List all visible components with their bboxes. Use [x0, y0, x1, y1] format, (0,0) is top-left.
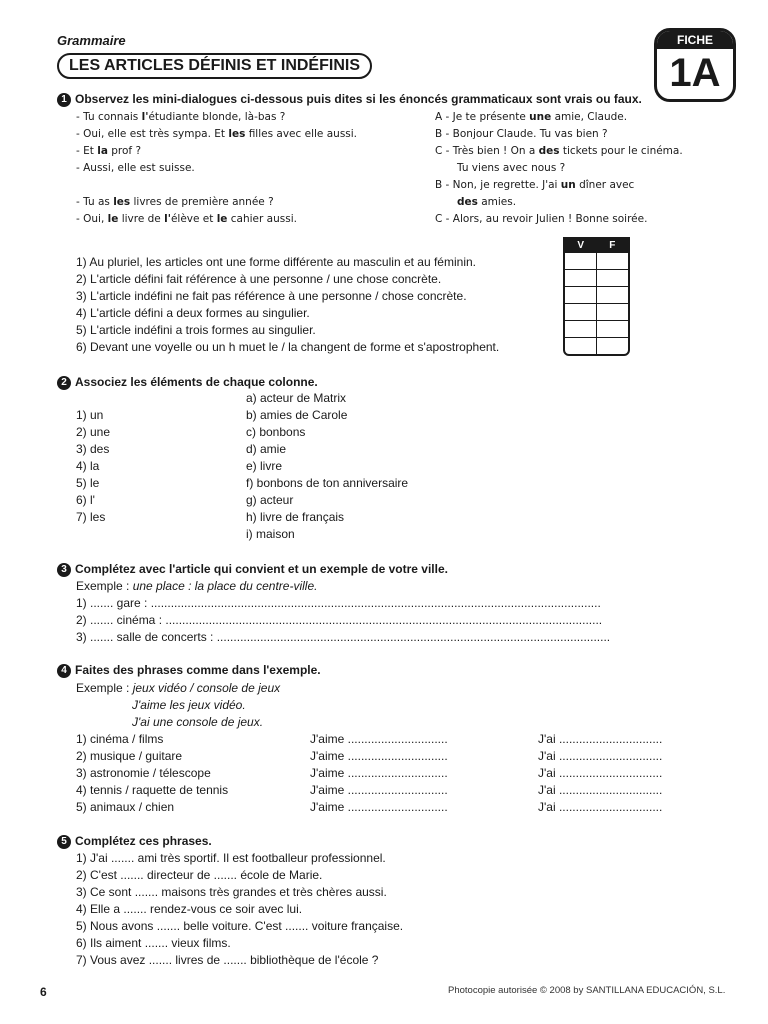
dialogue-spacer	[76, 177, 357, 194]
jai-blank[interactable]: J'ai ...............................	[538, 732, 663, 746]
example-line: J'aime les jeux vidéo.	[132, 698, 246, 712]
exercise-1-heading	[57, 92, 642, 107]
topic-item: 3) astronomie / télescope	[76, 766, 211, 780]
fill-in-item[interactable]: 7) Vous avez ....... livres de ....... bibliothèque de l'école ?	[76, 953, 379, 967]
match-right-item: c) bonbons	[246, 425, 306, 439]
match-right-item: i) maison	[246, 527, 295, 541]
match-right-item: d) amie	[246, 442, 287, 456]
dialogue-line: B - Bonjour Claude. Tu vas bien ?	[435, 128, 608, 140]
true-checkbox[interactable]	[565, 253, 597, 269]
fill-in-item[interactable]: 3) Ce sont ....... maisons très grandes et très chères aussi.	[76, 885, 387, 899]
true-false-row	[565, 252, 628, 269]
exercise-4-col-topic	[76, 731, 228, 816]
exercise-4-col-jaime	[310, 731, 448, 816]
true-false-row	[565, 320, 628, 337]
true-checkbox[interactable]	[565, 287, 597, 303]
jai-blank[interactable]: J'ai ...............................	[538, 783, 663, 797]
dialogue-line: - Aussi, elle est suisse.	[76, 162, 195, 174]
example-line: Exemple : jeux vidéo / console de jeux	[76, 681, 281, 695]
fill-in-item[interactable]: 1) ....... gare : .......................................................................................................................................	[76, 596, 601, 610]
true-false-grid	[563, 237, 630, 356]
match-right-column	[246, 390, 408, 543]
match-left-item: 5) le	[76, 476, 100, 490]
true-false-header	[565, 239, 628, 252]
match-left-item: 7) les	[76, 510, 106, 524]
page-title: LES ARTICLES DÉFINIS ET INDÉFINIS	[57, 53, 372, 79]
jaime-blank[interactable]: J'aime ..............................	[310, 783, 448, 797]
true-false-row	[565, 303, 628, 320]
fill-in-item[interactable]: 6) Ils aiment ....... vieux films.	[76, 936, 231, 950]
dialogue-right	[435, 109, 683, 228]
exercise-number-badge: 5	[57, 835, 71, 849]
true-column-label: V	[577, 240, 585, 251]
match-left-item: 6) l'	[76, 493, 95, 507]
example-line: J'ai une console de jeux.	[132, 715, 264, 729]
dialogue-line: A - Je te présente une amie, Claude.	[435, 111, 628, 123]
jai-blank[interactable]: J'ai ...............................	[538, 800, 663, 814]
match-left-item: 1) un	[76, 408, 104, 422]
exercise-number-badge: 4	[57, 664, 71, 678]
false-checkbox[interactable]	[597, 253, 628, 269]
true-false-row	[565, 269, 628, 286]
exercise-instruction: Complétez ces phrases.	[75, 834, 212, 848]
true-checkbox[interactable]	[565, 304, 597, 320]
jai-blank[interactable]: J'ai ...............................	[538, 749, 663, 763]
exercise-2-heading	[57, 375, 318, 390]
true-false-row	[565, 286, 628, 303]
dialogue-line: - Oui, elle est très sympa. Et les filles avec elle aussi.	[76, 128, 358, 140]
jaime-blank[interactable]: J'aime ..............................	[310, 766, 448, 780]
jai-blank[interactable]: J'ai ...............................	[538, 766, 663, 780]
match-left-item: 4) la	[76, 459, 100, 473]
topic-item: 5) animaux / chien	[76, 800, 175, 814]
copyright-notice: Photocopie autorisée © 2008 by SANTILLANA EDUCACIÓN, S.L.	[448, 985, 726, 996]
match-left-column	[76, 407, 110, 526]
exercise-3-heading	[57, 562, 448, 577]
jaime-blank[interactable]: J'aime ..............................	[310, 732, 448, 746]
statements-list	[76, 254, 499, 356]
fill-in-item[interactable]: 4) Elle a ....... rendez-vous ce soir avec lui.	[76, 902, 303, 916]
dialogue-line: - Et la prof ?	[76, 145, 142, 157]
false-checkbox[interactable]	[597, 321, 628, 337]
fill-in-item[interactable]: 3) ....... salle de concerts : ......................................................................................................................	[76, 630, 611, 644]
dialogue-left	[76, 109, 357, 228]
match-right-item: b) amies de Carole	[246, 408, 348, 422]
exercise-5-heading	[57, 834, 212, 849]
fiche-badge	[654, 28, 736, 102]
true-checkbox[interactable]	[565, 338, 597, 354]
match-right-item: e) livre	[246, 459, 283, 473]
false-checkbox[interactable]	[597, 338, 628, 354]
fiche-label: FICHE	[657, 31, 733, 49]
topic-item: 1) cinéma / films	[76, 732, 164, 746]
dialogue-line: - Oui, le livre de l'élève et le cahier aussi.	[76, 213, 297, 225]
true-checkbox[interactable]	[565, 270, 597, 286]
false-checkbox[interactable]	[597, 287, 628, 303]
fill-in-item[interactable]: 2) C'est ....... directeur de ....... école de Marie.	[76, 868, 323, 882]
exercise-instruction: Complétez avec l'article qui convient et un exemple de votre ville.	[75, 562, 448, 576]
fill-in-item[interactable]: 1) J'ai ....... ami très sportif. Il est footballeur professionnel.	[76, 851, 386, 865]
true-false-row	[565, 337, 628, 354]
statement-item: 6) Devant une voyelle ou un h muet le / la changent de forme et s'apostrophent.	[76, 340, 500, 354]
false-column-label: F	[609, 240, 616, 251]
topic-item: 2) musique / guitare	[76, 749, 183, 763]
exercise-instruction: Faites des phrases comme dans l'exemple.	[75, 663, 321, 677]
exercise-instruction: Associez les éléments de chaque colonne.	[75, 375, 318, 389]
dialogue-line: C - Très bien ! On a des tickets pour le cinéma.	[435, 145, 683, 157]
statement-item: 4) L'article défini a deux formes au singulier.	[76, 306, 310, 320]
statement-item: 2) L'article défini fait référence à une personne / une chose concrète.	[76, 272, 442, 286]
jaime-blank[interactable]: J'aime ..............................	[310, 800, 448, 814]
match-left-item: 3) des	[76, 442, 110, 456]
match-right-item: f) bonbons de ton anniversaire	[246, 476, 409, 490]
section-kicker: Grammaire	[57, 33, 126, 48]
match-left-item: 2) une	[76, 425, 111, 439]
match-right-item: h) livre de français	[246, 510, 345, 524]
statement-item: 1) Au pluriel, les articles ont une forme différente au masculin et au féminin.	[76, 255, 476, 269]
statement-item: 3) L'article indéfini ne fait pas référence à une personne / chose concrète.	[76, 289, 467, 303]
match-right-item: g) acteur	[246, 493, 294, 507]
exercise-instruction: Observez les mini-dialogues ci-dessous puis dites si les énoncés grammaticaux sont vrais ou faux.	[75, 92, 642, 106]
exercise-3-body	[76, 578, 610, 646]
exercise-4-heading	[57, 663, 321, 678]
example-line: Exemple : une place : la place du centre-ville.	[76, 579, 318, 593]
statement-item: 5) L'article indéfini a trois formes au singulier.	[76, 323, 316, 337]
page-number: 6	[40, 985, 47, 999]
exercise-number-badge: 3	[57, 563, 71, 577]
exercise-5-list	[76, 850, 403, 969]
jaime-blank[interactable]: J'aime ..............................	[310, 749, 448, 763]
match-right-item: a) acteur de Matrix	[246, 391, 347, 405]
fill-in-item[interactable]: 2) ....... cinéma : ...................................................................................................................................	[76, 613, 603, 627]
dialogue-line: Tu viens avec nous ?	[457, 162, 566, 174]
exercise-number-badge: 2	[57, 376, 71, 390]
false-checkbox[interactable]	[597, 270, 628, 286]
true-checkbox[interactable]	[565, 321, 597, 337]
dialogue-line: - Tu as les livres de première année ?	[76, 196, 274, 208]
dialogue-line: B - Non, je regrette. J'ai un dîner avec	[435, 179, 635, 191]
exercise-4-col-jai	[538, 731, 662, 816]
fill-in-item[interactable]: 5) Nous avons ....... belle voiture. C'est ....... voiture française.	[76, 919, 404, 933]
dialogue-line: - Tu connais l'étudiante blonde, là-bas ?	[76, 111, 286, 123]
dialogue-line: des amies.	[457, 196, 517, 208]
exercise-number-badge: 1	[57, 93, 71, 107]
topic-item: 4) tennis / raquette de tennis	[76, 783, 229, 797]
false-checkbox[interactable]	[597, 304, 628, 320]
exercise-4-example	[76, 680, 280, 731]
dialogue-line: C - Alors, au revoir Julien ! Bonne soirée.	[435, 213, 648, 225]
fiche-number: 1A	[669, 51, 721, 95]
